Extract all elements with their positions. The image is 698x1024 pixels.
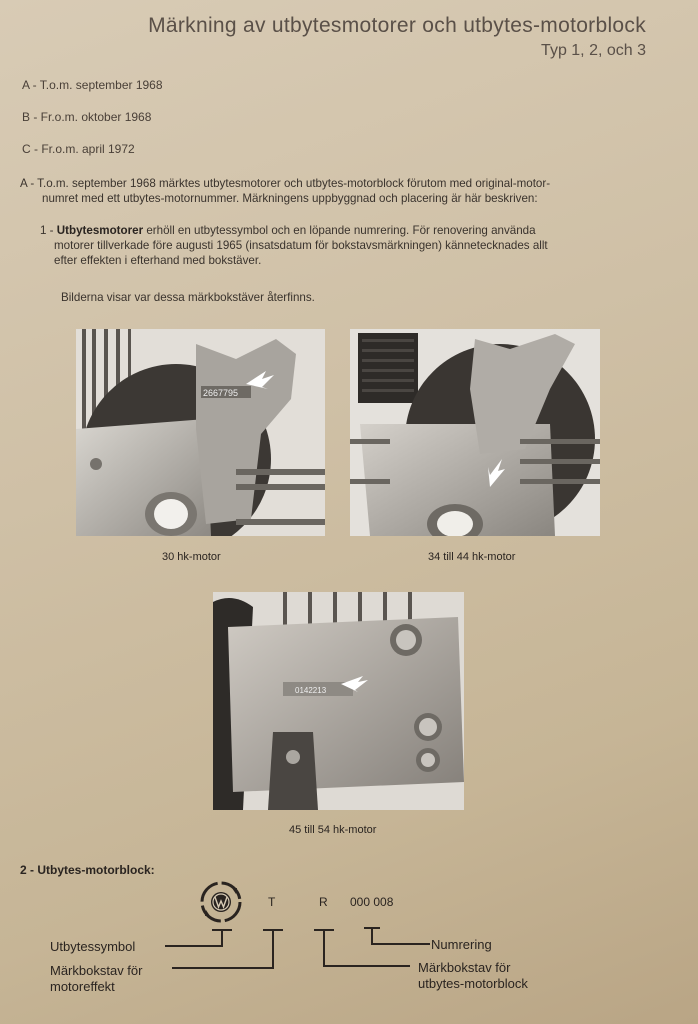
code-letter-r: R xyxy=(319,895,328,909)
label-numbering: Numrering xyxy=(431,937,492,952)
intro-line-1: A - T.o.m. september 1968 märktes utbytesmotorer och utbytes-motorblock förutom med original-motor- xyxy=(20,177,551,190)
item2-heading: 2 - Utbytes-motorblock: xyxy=(20,863,155,877)
photo-caption-45-54hk: 45 till 54 hk-motor xyxy=(289,824,377,836)
item1-line3: efter effekten i efterhand med bokstäver. xyxy=(54,254,262,267)
photo-caption-30hk: 30 hk-motor xyxy=(162,551,221,563)
item1-line2: motorer tillverkade före augusti 1965 (insatsdatum för bokstavsmärkningen) kännetecknades allt xyxy=(54,239,548,252)
photo-caption-34-44hk: 34 till 44 hk-motor xyxy=(428,551,516,563)
code-letter-t: T xyxy=(268,895,276,909)
label-exchange-symbol: Utbytessymbol xyxy=(50,939,136,954)
label-engine-effect-line1: Märkbokstav för xyxy=(50,963,143,978)
period-c: C - Fr.o.m. april 1972 xyxy=(22,142,135,156)
item1-note: Bilderna visar var dessa märkbokstäver återfinns. xyxy=(61,291,315,304)
label-engine-effect-line2: motoreffekt xyxy=(50,979,115,994)
item1-heading: Utbytesmotorer xyxy=(56,224,144,237)
code-number: 000 008 xyxy=(350,895,394,909)
label-block-letter-line1: Märkbokstav för xyxy=(418,960,511,975)
label-engine-effect xyxy=(50,963,142,995)
period-a: A - T.o.m. september 1968 xyxy=(22,78,163,92)
page-subtitle: Typ 1, 2, och 3 xyxy=(541,42,646,59)
item1-line1: erhöll en utbytessymbol och en löpande numrering. För renovering använda xyxy=(143,224,536,237)
intro-line-2: numret med ett utbytes-motornummer. Märkningens uppbyggnad och placering är här beskriven: xyxy=(42,192,538,205)
period-b: B - Fr.o.m. oktober 1968 xyxy=(22,110,152,124)
label-block-letter xyxy=(418,960,528,992)
engine-number-stamp: 2667795 xyxy=(203,388,239,398)
label-block-letter-line2: utbytes-motorblock xyxy=(418,976,528,991)
page-title: Märkning av utbytesmotorer och utbytes-motorblock xyxy=(148,14,646,37)
item1-prefix: 1 - xyxy=(40,224,57,237)
block-number-stamp: 0142213 xyxy=(295,686,327,695)
